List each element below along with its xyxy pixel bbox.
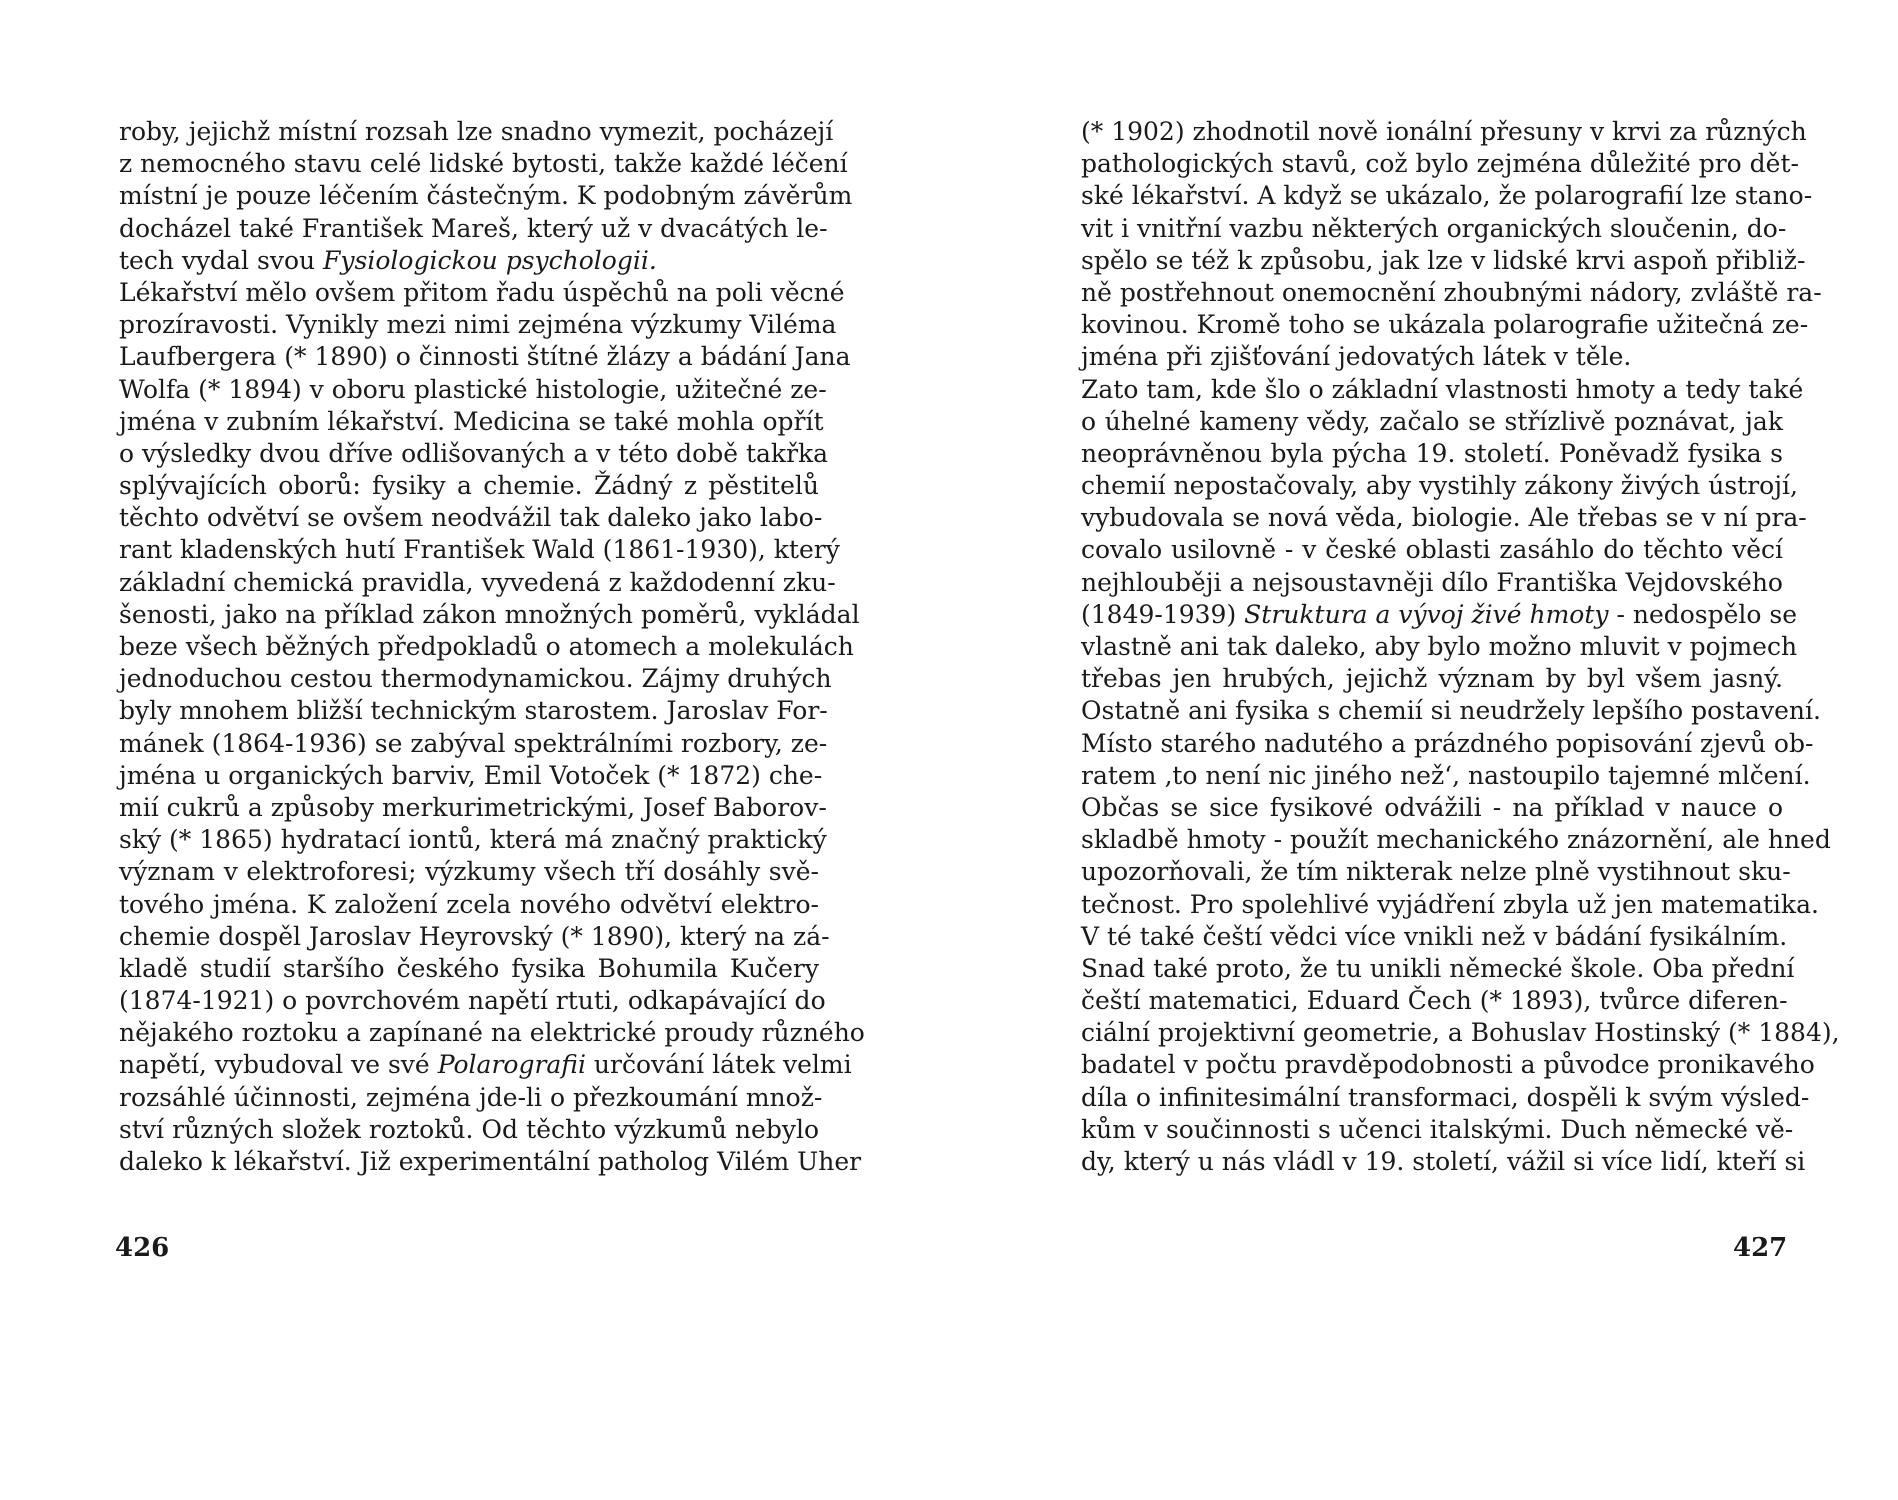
right-line-9: Zato tam, kde šlo o základní vlastnosti hmoty a tedy také <box>1081 374 1804 404</box>
right-line-20: Místo starého nadutého a prázdného popisování zjevů ob- <box>1081 728 1814 758</box>
right-line-8: jména při zjišťování jedovatých látek v těle. <box>1081 342 1632 372</box>
left-line-6: Lékařství mělo ovšem přitom řadu úspěchů na poli věcné <box>119 277 845 307</box>
left-line-14: rant kladenských hutí František Wald (1861-1930), který <box>119 535 840 565</box>
right-line-31: díla o infinitesimální transformaci, dospěli k svým výsled- <box>1081 1082 1810 1112</box>
left-line-5-text: tech vydal svou <box>119 245 324 275</box>
right-line-1: (* 1902) zhodnotil nově ionální přesuny v krvi za různých <box>1081 117 1807 146</box>
left-line-15: základní chemická pravidla, vyvedená z každodenní zku- <box>119 567 836 597</box>
right-line-23: skladbě hmoty - použít mechanického znázornění, ale hned <box>1081 825 1831 855</box>
right-line-12: chemií nepostačovaly, aby vystihly zákony živých ústrojí, <box>1081 471 1798 501</box>
left-line-10: jména v zubním lékařství. Medicina se také mohla opřít <box>119 406 824 436</box>
right-line-13: vybudovala se nová věda, biologie. Ale třebas se v ní pra- <box>1081 503 1807 533</box>
left-line-32: ství různých složek roztoků. Od těchto výzkumů nebylo <box>119 1114 819 1144</box>
italic-book-title-polarografie: Polarografii <box>437 1050 586 1080</box>
left-line-21: jména u organických barviv, Emil Votoček (* 1872) che- <box>119 760 823 790</box>
italic-book-title-struktura: Struktura a vývoj živé hmoty <box>1244 599 1609 629</box>
left-line-3: místní je pouze léčením částečným. K podobným závěrům <box>119 181 853 211</box>
right-line-4: vit i vnitřní vazbu některých organických sloučenin, do- <box>1081 213 1787 243</box>
right-line-16 <box>1081 599 1798 631</box>
left-page-text <box>119 116 865 1178</box>
left-line-4: docházel také František Mareš, který už v dvacátých le- <box>119 213 828 243</box>
left-line-8: Laufbergera (* 1890) o činnosti štítné žlázy a bádání Jana <box>119 342 851 372</box>
right-line-28: čeští matematici, Eduard Čech (* 1893), tvůrce diferen- <box>1081 986 1788 1016</box>
right-line-29: ciální projektivní geometrie, a Bohuslav Hostinský (* 1884), <box>1081 1018 1840 1048</box>
left-line-23: ský (* 1865) hydratací iontů, která má značný praktický <box>119 825 827 855</box>
right-line-7: kovinou. Kromě toho se ukázala polarografie užitečná ze- <box>1081 310 1809 340</box>
right-line-11: neoprávněnou byla pýcha 19. století. Poněvadž fysika s <box>1081 438 1783 468</box>
left-line-33: daleko k lékařství. Již experimentální patholog Vilém Uher <box>119 1147 862 1176</box>
left-line-30-tail: určování látek velmi <box>585 1050 852 1080</box>
right-line-17: vlastně ani tak daleko, aby bylo možno mluvit v pojmech <box>1081 632 1798 661</box>
left-line-17: beze všech běžných předpokladů o atomech a molekulách <box>119 632 854 661</box>
right-line-6: ně postřehnout onemocnění zhoubnými nádory, zvláště ra- <box>1081 277 1822 307</box>
right-line-32: kům v součinnosti s učenci italskými. Duch německé vě- <box>1081 1114 1794 1144</box>
right-line-5: spělo se též k způsobu, jak lze v lidské krvi aspoň přibliž- <box>1081 245 1806 275</box>
left-line-11: o výsledky dvou dříve odlišovaných a v této době takřka <box>119 438 829 468</box>
left-line-26: chemie dospěl Jaroslav Heyrovský (* 1890), který na zá- <box>119 921 830 951</box>
right-line-10: o úhelné kameny vědy, začalo se střízlivě poznávat, jak <box>1081 406 1783 436</box>
right-line-15: nejhlouběji a nejsoustavněji dílo Františka Vejdovského <box>1081 567 1783 597</box>
right-line-25: tečnost. Pro spolehlivé vyjádření zbyla už jen matematika. <box>1081 889 1819 919</box>
left-line-16: šenosti, jako na příklad zákon množných poměrů, vykládal <box>119 599 860 629</box>
left-line-18: jednoduchou cestou thermodynamickou. Zájmy druhých <box>119 664 832 694</box>
right-line-24: upozorňovali, že tím nikterak nelze plně vystihnout sku- <box>1081 857 1791 887</box>
left-line-25: tového jména. K založení zcela nového odvětví elektro- <box>119 889 819 919</box>
right-line-30: badatel v počtu pravděpodobnosti a původce pronikavého <box>1081 1050 1815 1080</box>
left-line-20: mánek (1864-1936) se zabýval spektrálními rozbory, ze- <box>119 728 828 758</box>
left-line-12: splývajících oborů: fysiky a chemie. Žádný z pěstitelů <box>119 471 819 501</box>
left-line-30 <box>119 1049 852 1081</box>
italic-book-title-fysiologie: Fysiologickou psychologii. <box>323 245 657 275</box>
left-line-2: z nemocného stavu celé lidské bytosti, takže každé léčení <box>119 149 848 179</box>
page-number-left: 426 <box>115 1233 170 1263</box>
left-line-13: těchto odvětví se ovšem neodvážil tak daleko jako labo- <box>119 503 823 533</box>
left-line-24: význam v elektroforesi; výzkumy všech tří dosáhly svě- <box>119 857 819 887</box>
right-line-3: ské lékařství. A když se ukázalo, že polarografií lze stano- <box>1081 181 1813 211</box>
right-page-text <box>1081 116 1840 1178</box>
left-line-30-text: napětí, vybudoval ve své <box>119 1050 438 1080</box>
left-line-31: rozsáhlé účinnosti, zejména jde-li o přezkoumání množ- <box>119 1082 823 1112</box>
right-line-16-text: (1849-1939) <box>1081 599 1245 629</box>
left-line-28: (1874-1921) o povrchovém napětí rtuti, odkapávající do <box>119 986 826 1016</box>
right-line-2: pathologických stavů, což bylo zejména důležité pro dět- <box>1081 149 1799 179</box>
left-line-29: nějakého roztoku a zapínané na elektrické proudy různého <box>119 1018 865 1048</box>
right-line-26: V té také čeští vědci více vnikli než v bádání fysikálním. <box>1081 921 1788 951</box>
left-line-7: prozíravosti. Vynikly mezi nimi zejména výzkumy Viléma <box>119 310 837 340</box>
left-line-1: roby, jejichž místní rozsah lze snadno vymezit, pocházejí <box>119 117 834 146</box>
right-line-14: covalo usilovně - v české oblasti zasáhlo do těchto věcí <box>1081 535 1783 565</box>
left-line-22: mií cukrů a způsoby merkurimetrickými, Josef Baborov- <box>119 792 827 822</box>
right-line-16-tail: - nedospělo se <box>1608 599 1798 629</box>
right-line-19: Ostatně ani fysika s chemií si neudržely lepšího postavení. <box>1081 696 1821 726</box>
right-line-33: dy, který u nás vládl v 19. století, vážil si více lidí, kteří si <box>1081 1147 1806 1176</box>
right-line-18: třebas jen hrubých, jejichž význam by byl všem jasný. <box>1081 664 1783 694</box>
left-line-27: kladě studií staršího českého fysika Bohumila Kučery <box>119 953 819 983</box>
left-line-5 <box>119 245 819 277</box>
right-line-22: Občas se sice fysikové odvážili - na příklad v nauce o <box>1081 792 1783 822</box>
left-line-19: byly mnohem bližší technickým starostem. Jaroslav For- <box>119 696 828 726</box>
left-line-9: Wolfa (* 1894) v oboru plastické histologie, užitečné ze- <box>119 374 827 404</box>
right-line-27: Snad také proto, že tu unikli německé škole. Oba přední <box>1081 953 1795 983</box>
page-number-right: 427 <box>1733 1233 1788 1263</box>
right-line-21: ratem ‚to není nic jiného než‘, nastoupilo tajemné mlčení. <box>1081 760 1811 790</box>
